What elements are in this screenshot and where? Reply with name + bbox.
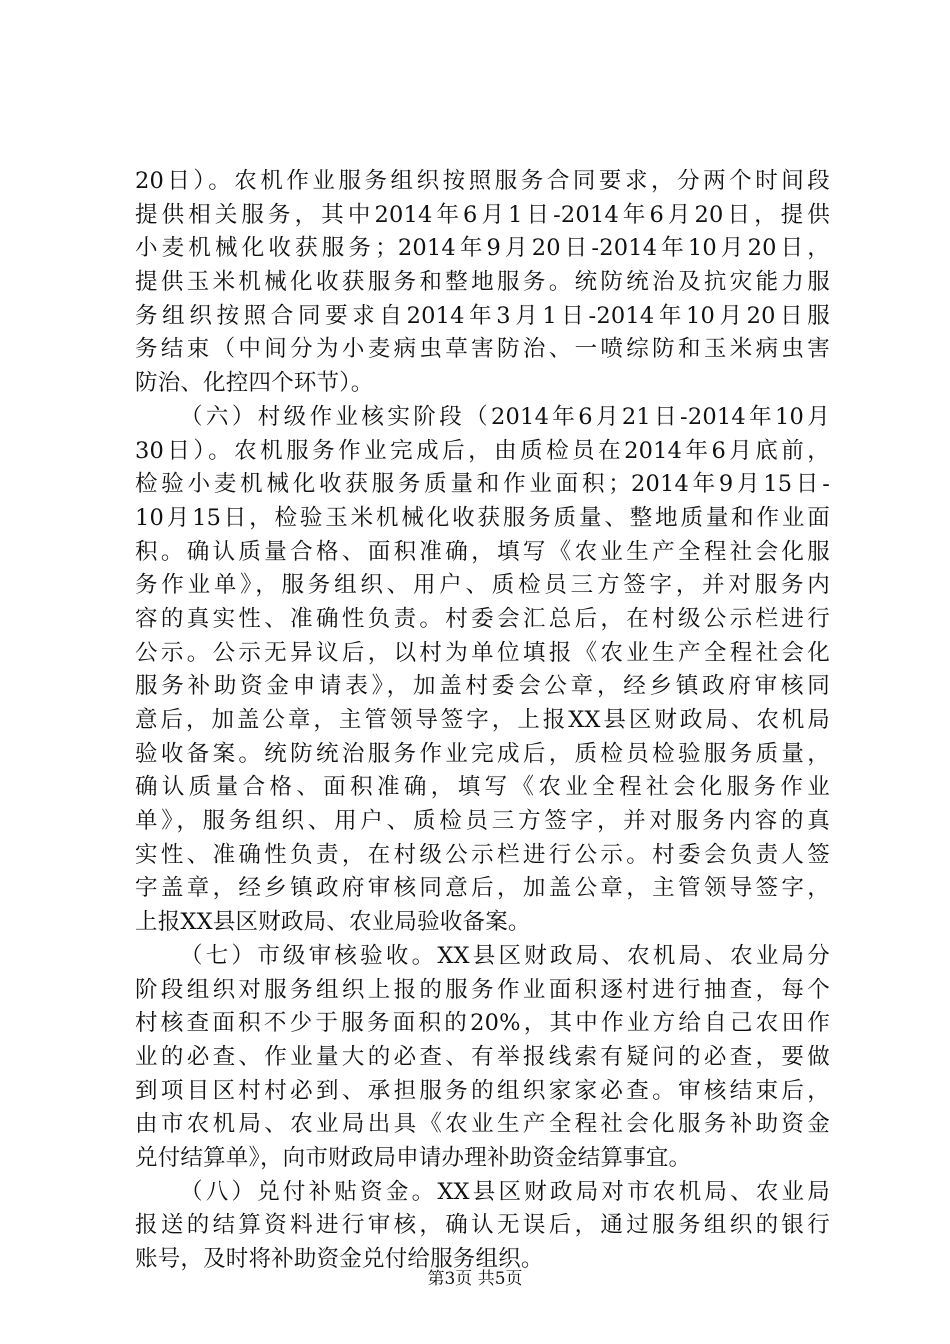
text-line: 积。确认质量合格、面积准确，填写《农业生产全程社会化服 <box>135 538 830 565</box>
text-line: 字盖章，经乡镇政府审核同意后，加盖公章，主管领导签字， <box>135 875 830 902</box>
text-line: 小麦机械化收获服务；2014年9月20日-2014年10月20日， <box>135 235 830 262</box>
text-line: 务作业单》，服务组织、用户、质检员三方签字，并对服务内 <box>135 572 830 599</box>
text-line: 村核查面积不少于服务面积的20%，其中作业方给自己农田作 <box>135 1010 830 1037</box>
text-line: 务组织按照合同要求自2014年3月1日-2014年10月20日服 <box>135 302 830 329</box>
text-line: 验收备案。统防统治服务作业完成后，质检员检验服务质量， <box>135 740 830 767</box>
text-line: 容的真实性、准确性负责。村委会汇总后，在村级公示栏进行 <box>135 605 830 632</box>
text-line: 由市农机局、农业局出具《农业生产全程社会化服务补助资金 <box>135 1111 830 1138</box>
text-line: 10月15日，检验玉米机械化收获服务质量、整地质量和作业面 <box>135 504 830 531</box>
paragraph-heading-line: （七）市级审核验收。XX县区财政局、农机局、农业局分 <box>180 942 830 969</box>
text-line: 确认质量合格、面积准确，填写《农业全程社会化服务作业 <box>135 774 830 801</box>
paragraph-heading-line: （六）村级作业核实阶段（2014年6月21日-2014年10月 <box>180 403 830 430</box>
text-line: 务结束（中间分为小麦病虫草害防治、一喷综防和玉米病虫害 <box>135 336 830 363</box>
text-line: 报送的结算资料进行审核，确认无误后，通过服务组织的银行 <box>135 1212 830 1239</box>
document-body <box>135 165 830 1277</box>
text-line: 到项目区村村必到、承担服务的组织家家必查。审核结束后， <box>135 1077 830 1104</box>
text-line: 实性、准确性负责，在村级公示栏进行公示。村委会负责人签 <box>135 841 830 868</box>
text-line: 上报XX县区财政局、农业局验收备案。 <box>135 909 531 936</box>
text-line: 20日）。农机作业服务组织按照服务合同要求，分两个时间段 <box>135 168 830 194</box>
page-number-footer: 第3页 共5页 <box>427 1269 523 1289</box>
text-line: 公示。公示无异议后，以村为单位填报《农业生产全程社会化 <box>135 639 830 666</box>
text-line: 意后，加盖公章，主管领导签字，上报XX县区财政局、农机局 <box>135 707 830 733</box>
paragraph-heading-line: （八）兑付补贴资金。XX县区财政局对市农机局、农业局 <box>180 1178 830 1205</box>
text-line: 阶段组织对服务组织上报的服务作业面积逐村进行抽查，每个 <box>135 976 830 1003</box>
text-line: 单》，服务组织、用户、质检员三方签字，并对服务内容的真 <box>135 808 830 835</box>
text-line: 提供相关服务，其中2014年6月1日-2014年6月20日，提供 <box>135 201 830 228</box>
text-line: 提供玉米机械化收获服务和整地服务。统防统治及抗灾能力服 <box>135 269 830 296</box>
text-line: 业的必查、作业量大的必查、有举报线索有疑问的必查，要做 <box>135 1043 830 1070</box>
text-line: 兑付结算单》，向市财政局申请办理补助资金结算事宜。 <box>135 1144 692 1171</box>
text-line: 检验小麦机械化收获服务质量和作业面积；2014年9月15日- <box>135 471 830 498</box>
text-line: 30日）。农机服务作业完成后，由质检员在2014年6月底前， <box>135 437 830 464</box>
text-line: 防治、化控四个环节）。 <box>135 370 374 397</box>
text-line: 账号，及时将补助资金兑付给服务组织。 <box>135 1246 544 1272</box>
text-line: 服务补助资金申请表》，加盖村委会公章，经乡镇政府审核同 <box>135 673 830 700</box>
